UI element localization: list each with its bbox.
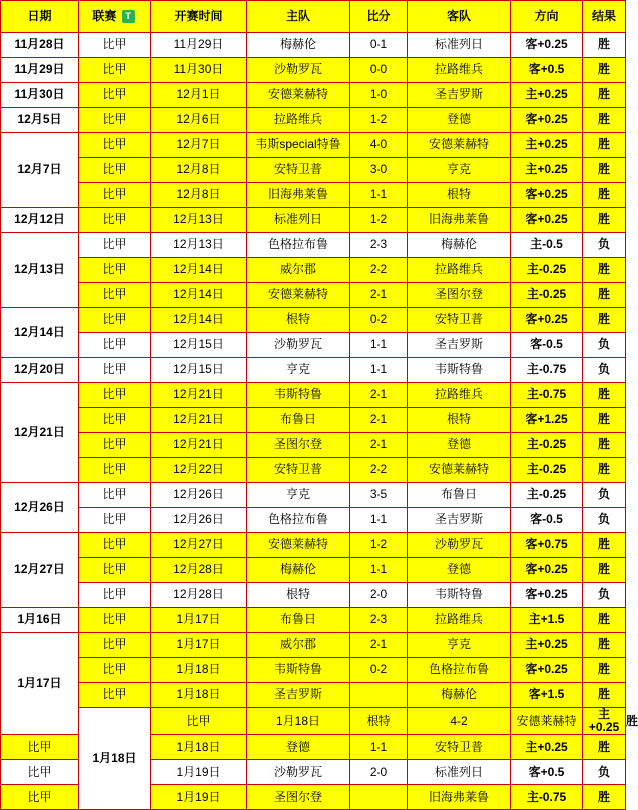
cell-away: 旧海弗莱鲁 (408, 208, 511, 233)
cell-kickoff: 12月14日 (151, 308, 247, 333)
cell-away: 亨克 (408, 633, 511, 658)
cell-date: 1月18日 (79, 708, 151, 810)
cell-league: 比甲 (79, 133, 151, 158)
cell-home: 安特卫普 (247, 458, 350, 483)
cell-league: 比甲 (79, 333, 151, 358)
cell-score: 2-1 (350, 408, 408, 433)
cell-league: 比甲 (79, 483, 151, 508)
cell-date: 11月28日 (1, 33, 79, 58)
cell-result: 胜 (583, 433, 626, 458)
cell-home: 亨克 (247, 483, 350, 508)
cell-date: 11月29日 (1, 58, 79, 83)
cell-home: 圣图尔登 (247, 785, 350, 810)
cell-kickoff: 12月28日 (151, 558, 247, 583)
table-row (1, 683, 626, 708)
cell-kickoff: 12月27日 (151, 533, 247, 558)
cell-kickoff: 12月15日 (151, 358, 247, 383)
cell-home: 韦斯special特鲁 (247, 133, 350, 158)
cell-hand: 主-0.25 (511, 483, 583, 508)
table-header-row (1, 1, 626, 33)
header-away-team: 客队 (408, 1, 511, 33)
cell-score: 2-1 (350, 633, 408, 658)
cell-away: 韦斯特鲁 (408, 583, 511, 608)
cell-league: 比甲 (79, 258, 151, 283)
cell-result: 胜 (583, 183, 626, 208)
cell-hand: 客+0.25 (511, 308, 583, 333)
cell-score: 1-2 (350, 208, 408, 233)
cell-result: 胜 (583, 408, 626, 433)
cell-away: 色格拉布鲁 (408, 658, 511, 683)
cell-hand: 客+0.5 (511, 760, 583, 785)
header-score: 比分 (350, 1, 408, 33)
cell-away: 旧海弗莱鲁 (408, 785, 511, 810)
cell-kickoff: 12月1日 (151, 83, 247, 108)
cell-result: 胜 (583, 33, 626, 58)
table-row (1, 608, 626, 633)
cell-home: 梅赫伦 (247, 558, 350, 583)
cell-date: 12月14日 (1, 308, 79, 358)
cell-hand: 主-0.25 (511, 258, 583, 283)
cell-away: 沙勒罗瓦 (408, 533, 511, 558)
cell-score: 3-5 (350, 483, 408, 508)
cell-score: 2-1 (350, 433, 408, 458)
table-row (1, 408, 626, 433)
cell-home: 布鲁日 (247, 408, 350, 433)
cell-score: 2-1 (350, 383, 408, 408)
cell-score: 1-1 (350, 333, 408, 358)
cell-score: 2-1 (350, 283, 408, 308)
cell-hand: 客-0.5 (511, 333, 583, 358)
cell-hand: 客+0.25 (511, 33, 583, 58)
cell-away: 标准列日 (408, 33, 511, 58)
cell-result: 胜 (583, 608, 626, 633)
cell-result: 胜 (583, 383, 626, 408)
header-league-wrap (92, 10, 136, 23)
cell-kickoff: 12月22日 (151, 458, 247, 483)
cell-league: 比甲 (79, 608, 151, 633)
cell-result: 负 (583, 583, 626, 608)
header-kickoff: 开赛时间 (151, 1, 247, 33)
cell-league: 比甲 (1, 760, 79, 785)
cell-hand: 主-0.25 (511, 283, 583, 308)
cell-date: 1月16日 (1, 608, 79, 633)
table-row (1, 283, 626, 308)
cell-hand: 主-0.25 (511, 433, 583, 458)
table-row (1, 308, 626, 333)
cell-hand: 客+0.5 (511, 58, 583, 83)
cell-hand: 客-0.5 (511, 508, 583, 533)
cell-result: 胜 (583, 658, 626, 683)
cell-result: 负 (583, 760, 626, 785)
cell-kickoff: 12月8日 (151, 183, 247, 208)
table-row (1, 458, 626, 483)
cell-kickoff: 1月17日 (151, 608, 247, 633)
cell-kickoff: 12月21日 (151, 408, 247, 433)
cell-kickoff: 12月13日 (151, 233, 247, 258)
cell-date: 12月5日 (1, 108, 79, 133)
cell-home: 标准列日 (247, 208, 350, 233)
cell-result: 负 (583, 508, 626, 533)
table-row (1, 358, 626, 383)
cell-home: 亨克 (247, 358, 350, 383)
cell-home: 沙勒罗瓦 (247, 58, 350, 83)
cell-home: 根特 (247, 583, 350, 608)
cell-league: 比甲 (151, 708, 247, 735)
cell-kickoff: 12月26日 (151, 483, 247, 508)
cell-home: 旧海弗莱鲁 (247, 183, 350, 208)
cell-result: 胜 (583, 558, 626, 583)
cell-league: 比甲 (79, 533, 151, 558)
cell-league: 比甲 (79, 83, 151, 108)
cell-hand: 客+0.25 (511, 658, 583, 683)
cell-league: 比甲 (79, 58, 151, 83)
cell-away: 登德 (408, 433, 511, 458)
cell-kickoff: 12月26日 (151, 508, 247, 533)
cell-result: 胜 (583, 735, 626, 760)
cell-league: 比甲 (79, 633, 151, 658)
cell-home: 拉路维兵 (247, 108, 350, 133)
cell-result: 负 (583, 233, 626, 258)
cell-away: 梅赫伦 (408, 233, 511, 258)
table-row (1, 658, 626, 683)
table-body (1, 33, 638, 810)
cell-league: 比甲 (79, 383, 151, 408)
cell-home: 安德莱赫特 (247, 533, 350, 558)
cell-date: 12月12日 (1, 208, 79, 233)
cell-score: 1-2 (350, 108, 408, 133)
cell-away: 登德 (408, 108, 511, 133)
cell-score: 1-0 (350, 83, 408, 108)
cell-away: 登德 (408, 558, 511, 583)
cell-hand: 主-0.5 (511, 233, 583, 258)
table-row (1, 508, 626, 533)
cell-date: 12月26日 (1, 483, 79, 533)
cell-away: 安德莱赫特 (408, 133, 511, 158)
cell-score (350, 785, 408, 810)
cell-home: 韦斯特鲁 (247, 658, 350, 683)
cell-result: 负 (583, 358, 626, 383)
table-row (1, 258, 626, 283)
cell-away: 安特卫普 (408, 735, 511, 760)
table-row (1, 558, 626, 583)
cell-score: 2-3 (350, 608, 408, 633)
cell-league: 比甲 (79, 183, 151, 208)
cell-hand: 主+0.25 (511, 735, 583, 760)
cell-result: 胜 (583, 158, 626, 183)
cell-home: 登德 (247, 735, 350, 760)
cell-score: 1-1 (350, 358, 408, 383)
cell-league: 比甲 (1, 735, 79, 760)
cell-hand: 主+0.25 (511, 158, 583, 183)
cell-score: 1-1 (350, 558, 408, 583)
cell-home: 根特 (350, 708, 408, 735)
cell-away: 根特 (408, 183, 511, 208)
cell-away: 韦斯特鲁 (408, 358, 511, 383)
cell-kickoff: 12月14日 (151, 283, 247, 308)
cell-result: 胜 (583, 108, 626, 133)
cell-score: 3-0 (350, 158, 408, 183)
cell-kickoff: 1月18日 (151, 683, 247, 708)
cell-home: 圣吉罗斯 (247, 683, 350, 708)
cell-home: 圣图尔登 (247, 433, 350, 458)
cell-score: 0-2 (350, 308, 408, 333)
cell-score: 4-2 (408, 708, 511, 735)
cell-date: 12月13日 (1, 233, 79, 308)
cell-home: 色格拉布鲁 (247, 508, 350, 533)
table-row (1, 183, 626, 208)
cell-league: 比甲 (79, 358, 151, 383)
table-row (1, 33, 626, 58)
table-row (1, 583, 626, 608)
cell-result: 胜 (583, 683, 626, 708)
cell-home: 韦斯特鲁 (247, 383, 350, 408)
cell-away: 安德莱赫特 (408, 458, 511, 483)
table-row (1, 333, 626, 358)
cell-kickoff: 12月13日 (151, 208, 247, 233)
cell-kickoff: 1月18日 (151, 735, 247, 760)
cell-away: 圣吉罗斯 (408, 83, 511, 108)
cell-hand: 主+0.25 (511, 133, 583, 158)
cell-hand: 主+1.5 (511, 608, 583, 633)
cell-league: 比甲 (79, 283, 151, 308)
header-home-team: 主队 (247, 1, 350, 33)
cell-result: 胜 (583, 58, 626, 83)
cell-away: 安德莱赫特 (511, 708, 583, 735)
cell-kickoff: 1月18日 (247, 708, 350, 735)
table-row (1, 433, 626, 458)
table-row (1, 483, 626, 508)
cell-result: 胜 (583, 208, 626, 233)
cell-score: 1-1 (350, 183, 408, 208)
header-league (79, 1, 151, 33)
cell-away: 拉路维兵 (408, 58, 511, 83)
table-row (1, 108, 626, 133)
cell-hand: 客+0.25 (511, 108, 583, 133)
cell-hand: 客+0.75 (511, 533, 583, 558)
cell-league: 比甲 (79, 208, 151, 233)
cell-result: 胜 (583, 785, 626, 810)
cell-hand: 客+0.25 (511, 583, 583, 608)
cell-hand: 主-0.75 (511, 358, 583, 383)
table-row (1, 133, 626, 158)
cell-hand: 客+0.25 (511, 208, 583, 233)
cell-score: 4-0 (350, 133, 408, 158)
cell-result: 胜 (583, 283, 626, 308)
table-row (1, 83, 626, 108)
cell-away: 圣吉罗斯 (408, 508, 511, 533)
cell-kickoff: 11月30日 (151, 58, 247, 83)
cell-home: 根特 (247, 308, 350, 333)
cell-home: 布鲁日 (247, 608, 350, 633)
cell-hand: 主+0.25 (511, 633, 583, 658)
cell-kickoff: 12月8日 (151, 158, 247, 183)
cell-home: 色格拉布鲁 (247, 233, 350, 258)
cell-league: 比甲 (79, 683, 151, 708)
cell-hand: 主-0.25 (511, 458, 583, 483)
cell-away: 亨克 (408, 158, 511, 183)
cell-home: 威尔郡 (247, 258, 350, 283)
cell-away: 圣吉罗斯 (408, 333, 511, 358)
cell-away: 圣图尔登 (408, 283, 511, 308)
cell-date: 11月30日 (1, 83, 79, 108)
cell-kickoff: 12月21日 (151, 383, 247, 408)
cell-kickoff: 12月15日 (151, 333, 247, 358)
cell-home: 威尔郡 (247, 633, 350, 658)
cell-league: 比甲 (79, 658, 151, 683)
cell-score: 1-1 (350, 508, 408, 533)
cell-hand: 主-0.75 (511, 785, 583, 810)
cell-league: 比甲 (79, 233, 151, 258)
cell-score: 2-0 (350, 583, 408, 608)
cell-away: 根特 (408, 408, 511, 433)
cell-kickoff: 12月6日 (151, 108, 247, 133)
cell-away: 梅赫伦 (408, 683, 511, 708)
cell-home: 沙勒罗瓦 (247, 760, 350, 785)
cell-score: 0-1 (350, 33, 408, 58)
cell-kickoff: 1月18日 (151, 658, 247, 683)
cell-result: 胜 (583, 633, 626, 658)
cell-league: 比甲 (79, 458, 151, 483)
cell-result: 胜 (583, 83, 626, 108)
header-date: 日期 (1, 1, 79, 33)
cell-date: 12月7日 (1, 133, 79, 208)
cell-score: 2-0 (350, 760, 408, 785)
cell-score: 1-1 (350, 735, 408, 760)
cell-league: 比甲 (79, 558, 151, 583)
cell-result: 胜 (583, 258, 626, 283)
cell-score: 0-0 (350, 58, 408, 83)
cell-league: 比甲 (79, 508, 151, 533)
cell-hand: 主+0.25 (583, 708, 626, 735)
cell-score: 2-3 (350, 233, 408, 258)
table-row (1, 633, 626, 658)
cell-result: 负 (583, 333, 626, 358)
cell-date: 12月21日 (1, 383, 79, 483)
cell-hand: 主+0.25 (511, 83, 583, 108)
cell-league: 比甲 (79, 583, 151, 608)
cell-score: 1-2 (350, 533, 408, 558)
table-row (1, 383, 626, 408)
cell-date: 12月27日 (1, 533, 79, 608)
cell-date: 12月20日 (1, 358, 79, 383)
cell-home: 安德莱赫特 (247, 283, 350, 308)
cell-result: 胜 (583, 533, 626, 558)
cell-score: 2-2 (350, 458, 408, 483)
cell-home: 沙勒罗瓦 (247, 333, 350, 358)
cell-league: 比甲 (79, 108, 151, 133)
cell-score: 2-2 (350, 258, 408, 283)
table-row (1, 158, 626, 183)
header-handicap: 方向 (511, 1, 583, 33)
cell-league: 比甲 (79, 408, 151, 433)
cell-kickoff: 12月7日 (151, 133, 247, 158)
cell-score: 0-2 (350, 658, 408, 683)
cell-date: 1月17日 (1, 633, 79, 735)
cell-result: 胜 (583, 133, 626, 158)
cell-result: 胜 (583, 458, 626, 483)
cell-hand: 主-0.75 (511, 383, 583, 408)
cell-home: 安德莱赫特 (247, 83, 350, 108)
table-row (1, 233, 626, 258)
cell-hand: 客+0.25 (511, 558, 583, 583)
cell-league: 比甲 (79, 308, 151, 333)
cell-league: 比甲 (79, 158, 151, 183)
cell-away: 拉路维兵 (408, 258, 511, 283)
cell-away: 拉路维兵 (408, 383, 511, 408)
table-row (1, 208, 626, 233)
cell-away: 布鲁日 (408, 483, 511, 508)
cell-home: 安特卫普 (247, 158, 350, 183)
cell-away: 安特卫普 (408, 308, 511, 333)
cell-league: 比甲 (1, 785, 79, 810)
cell-hand: 客+1.25 (511, 408, 583, 433)
cell-kickoff: 12月14日 (151, 258, 247, 283)
cell-hand: 客+0.25 (511, 183, 583, 208)
cell-league: 比甲 (79, 33, 151, 58)
cell-kickoff: 12月21日 (151, 433, 247, 458)
cell-kickoff: 1月19日 (151, 785, 247, 810)
table-row: 1月18日 比甲 1月18日 根特 4-2 安德莱赫特 主+0.25 胜 (1, 708, 626, 735)
cell-result: 负 (583, 483, 626, 508)
cell-away: 标准列日 (408, 760, 511, 785)
cell-kickoff: 12月28日 (151, 583, 247, 608)
cell-result: 胜 (583, 308, 626, 333)
table-row (1, 58, 626, 83)
cell-kickoff: 1月19日 (151, 760, 247, 785)
cell-kickoff: 1月17日 (151, 633, 247, 658)
league-filter-icon[interactable]: T (122, 10, 135, 23)
cell-kickoff: 11月29日 (151, 33, 247, 58)
cell-home: 梅赫伦 (247, 33, 350, 58)
cell-away: 拉路维兵 (408, 608, 511, 633)
cell-score (350, 683, 408, 708)
header-league-label: 联赛 (92, 8, 117, 23)
table-row (1, 533, 626, 558)
header-result: 结果 (583, 1, 626, 33)
cell-league: 比甲 (79, 433, 151, 458)
cell-hand: 客+1.5 (511, 683, 583, 708)
